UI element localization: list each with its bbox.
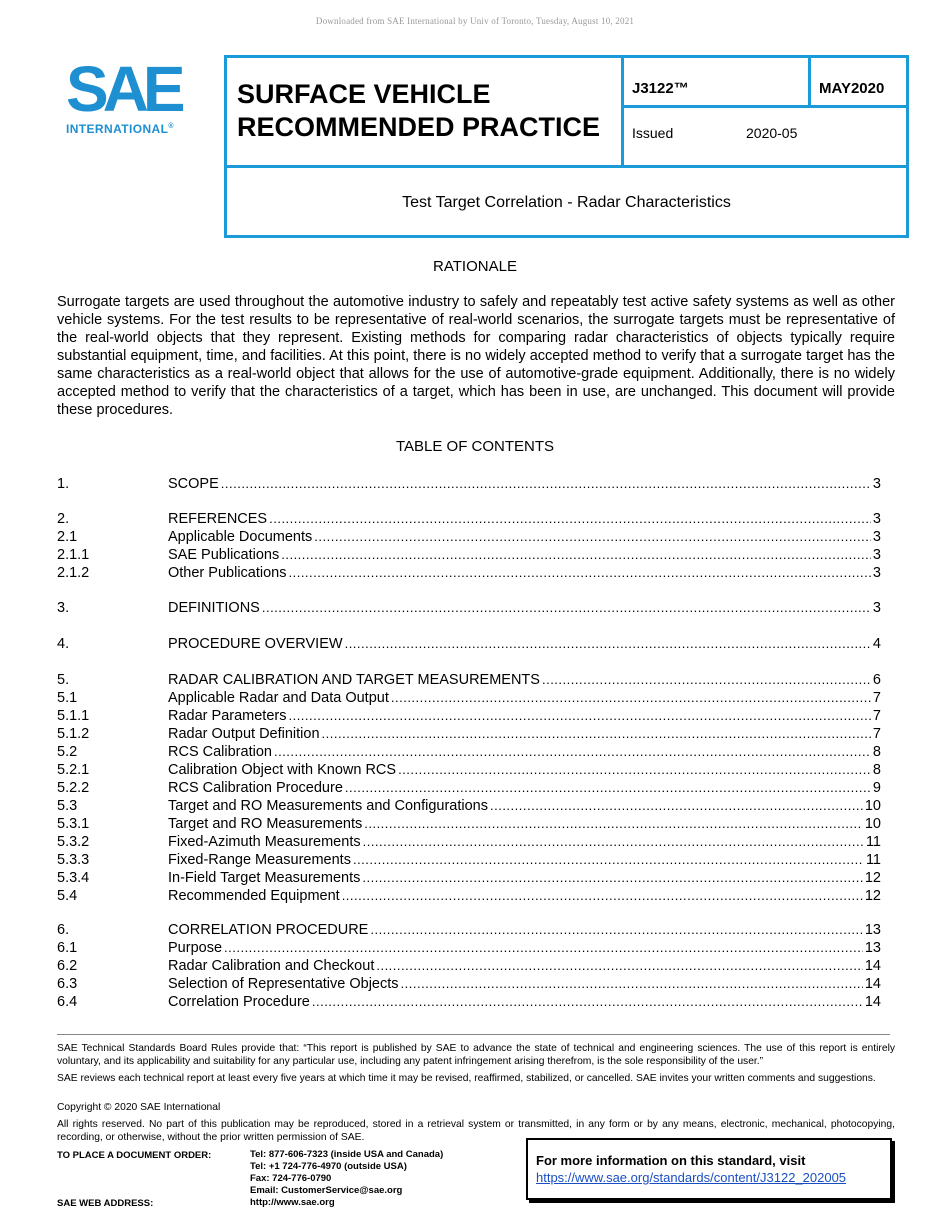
toc-entry-title: SCOPE	[168, 476, 219, 492]
document-date: MAY2020	[819, 80, 885, 97]
sae-logo-subtitle	[66, 122, 191, 136]
toc-entry-number: 6.	[57, 922, 70, 938]
toc-dot-leader	[314, 528, 871, 546]
toc-dot-leader	[288, 564, 870, 582]
toc-entry-page: 3	[872, 565, 881, 581]
toc-dot-leader	[288, 707, 870, 725]
date-cell	[808, 58, 906, 108]
document-number: J3122™	[632, 80, 689, 97]
toc-entry-page: 14	[864, 958, 881, 974]
toc-entry-body	[168, 689, 881, 707]
toc-group	[57, 599, 881, 617]
toc-entry-page: 7	[872, 726, 881, 742]
toc-entry-number: 1.	[57, 476, 70, 492]
toc-entry[interactable]	[57, 528, 881, 546]
web-address-label: SAE WEB ADDRESS:	[57, 1198, 154, 1209]
toc-entry-page: 12	[864, 888, 881, 904]
toc-dot-leader	[345, 779, 871, 797]
logo-sub-text: INTERNATIONAL	[66, 122, 169, 136]
toc-entry-page: 12	[864, 870, 881, 886]
toc-entry-body	[168, 939, 881, 957]
toc-entry-body	[168, 833, 881, 851]
fax-number: Fax: 724-776-0790	[250, 1173, 332, 1184]
toc-heading: TABLE OF CONTENTS	[395, 438, 555, 455]
download-note: Downloaded from SAE International by Univ of Toronto, Tuesday, August 10, 2021	[315, 16, 635, 26]
toc-entry-title: CORRELATION PROCEDURE	[168, 922, 369, 938]
toc-dot-leader	[312, 993, 863, 1011]
toc-dot-leader	[362, 869, 863, 887]
toc-entry-page: 4	[872, 636, 881, 652]
number-cell	[624, 58, 906, 165]
header-top-row	[227, 58, 906, 168]
toc-entry-title: Radar Output Definition	[168, 726, 320, 742]
toc-entry-number: 5.3	[57, 798, 78, 814]
toc-entry[interactable]	[57, 993, 881, 1011]
toc-entry[interactable]	[57, 975, 881, 993]
toc-entry-number: 6.1	[57, 940, 78, 956]
toc-entry-number: 6.3	[57, 976, 78, 992]
toc-entry-number: 5.3.4	[57, 870, 90, 886]
toc-entry-page: 14	[864, 976, 881, 992]
toc-group	[57, 921, 881, 1011]
toc-entry-body	[168, 957, 881, 975]
toc-entry[interactable]	[57, 851, 881, 869]
copyright-text: Copyright © 2020 SAE International	[57, 1102, 221, 1113]
toc-entry-title: Selection of Representative Objects	[168, 976, 399, 992]
toc-dot-leader	[401, 975, 863, 993]
toc-dot-leader	[490, 797, 863, 815]
toc-group	[57, 510, 881, 582]
standard-url-link[interactable]: https://www.sae.org/standards/content/J3122_202005	[536, 1170, 847, 1185]
toc-entry-page: 3	[872, 476, 881, 492]
toc-entry-title: PROCEDURE OVERVIEW	[168, 636, 343, 652]
toc-entry-number: 5.3.3	[57, 852, 90, 868]
issued-value: 2020-05	[746, 125, 798, 141]
toc-entry-title: Target and RO Measurements and Configurations	[168, 798, 488, 814]
toc-entry[interactable]	[57, 761, 881, 779]
number-date-row	[624, 58, 906, 108]
toc-entry-title: Recommended Equipment	[168, 888, 340, 904]
toc-entry-body	[168, 993, 881, 1011]
toc-entry-number: 5.2.1	[57, 762, 90, 778]
toc-dot-leader	[391, 689, 871, 707]
toc-entry-page: 3	[872, 600, 881, 616]
toc-dot-leader	[370, 921, 863, 939]
toc-dot-leader	[269, 510, 871, 528]
toc-entry-body	[168, 707, 881, 725]
toc-entry-page: 11	[865, 834, 881, 850]
toc-entry-title: Radar Calibration and Checkout	[168, 958, 375, 974]
order-contacts	[250, 1149, 443, 1209]
toc-entry[interactable]	[57, 689, 881, 707]
toc-entry-number: 6.2	[57, 958, 78, 974]
toc-entry-title: Other Publications	[168, 565, 287, 581]
toc-entry-number: 5.2	[57, 744, 78, 760]
toc-entry[interactable]	[57, 797, 881, 815]
footer-divider	[57, 1034, 890, 1035]
toc-entry-page: 13	[864, 940, 881, 956]
toc-entry-number: 5.1.2	[57, 726, 90, 742]
registered-mark: ®	[168, 123, 174, 130]
toc-entry-page: 8	[872, 744, 881, 760]
toc-entry-body	[168, 797, 881, 815]
toc-entry-number: 5.2.2	[57, 780, 90, 796]
toc-entry-page: 13	[864, 922, 881, 938]
toc-dot-leader	[345, 635, 871, 653]
web-address[interactable]: http://www.sae.org	[250, 1197, 335, 1208]
toc-entry-body	[168, 815, 881, 833]
toc-entry-body	[168, 761, 881, 779]
toc-entry-page: 6	[872, 672, 881, 688]
review-text: SAE reviews each technical report at least every five years at which time it may be revised, reaffirmed, stabilized, or cancelled. SAE invites your written comments and suggestions.	[57, 1073, 876, 1084]
toc-entry-title: Applicable Radar and Data Output	[168, 690, 389, 706]
toc-entry-title: DEFINITIONS	[168, 600, 260, 616]
toc-entry-number: 6.4	[57, 994, 78, 1010]
toc-entry-body	[168, 921, 881, 939]
toc-entry[interactable]	[57, 957, 881, 975]
toc-entry[interactable]	[57, 815, 881, 833]
toc-entry-page: 3	[872, 529, 881, 545]
toc-entry-title: SAE Publications	[168, 547, 280, 563]
toc-dot-leader	[322, 725, 871, 743]
toc-entry[interactable]	[57, 939, 881, 957]
toc-entry-body	[168, 725, 881, 743]
toc-entry-number: 2.1.1	[57, 547, 90, 563]
toc-dot-leader	[262, 599, 871, 617]
toc-entry-page: 10	[864, 798, 881, 814]
toc-dot-leader	[542, 671, 871, 689]
toc-entry-title: Calibration Object with Known RCS	[168, 762, 397, 778]
board-rules-text: SAE Technical Standards Board Rules provide that: “This report is published by SAE to advance the state of technical and engineering sciences. The use of this report is entirely voluntary, and its applicability and suitability for any particular use, including any patent infringement arising therefrom, is the sole responsibility of the user.”	[57, 1043, 895, 1067]
toc-dot-leader	[281, 546, 871, 564]
toc-entry-body	[168, 546, 881, 564]
toc-entry-page: 14	[864, 994, 881, 1010]
toc-entry-number: 4.	[57, 636, 70, 652]
toc-entry-body	[168, 869, 881, 887]
toc-entry-page: 11	[865, 852, 881, 868]
toc-entry-page: 10	[864, 816, 881, 832]
toc-entry[interactable]	[57, 671, 881, 689]
toc-entry-number: 5.3.2	[57, 834, 90, 850]
toc-dot-leader	[364, 815, 863, 833]
toc-entry-title: REFERENCES	[168, 511, 268, 527]
rationale-heading: RATIONALE	[433, 258, 517, 275]
toc-entry[interactable]	[57, 869, 881, 887]
toc-entry-number: 2.	[57, 511, 70, 527]
toc-dot-leader	[398, 761, 871, 779]
toc-dot-leader	[224, 939, 863, 957]
toc-dot-leader	[274, 743, 871, 761]
order-label: TO PLACE A DOCUMENT ORDER:	[57, 1150, 212, 1161]
toc-entry-title: Applicable Documents	[168, 529, 313, 545]
toc-entry-title: RCS Calibration Procedure	[168, 780, 343, 796]
toc-entry-page: 7	[872, 690, 881, 706]
toc-entry[interactable]	[57, 510, 881, 528]
toc-dot-leader	[221, 475, 871, 493]
toc-entry-title: Correlation Procedure	[168, 994, 310, 1010]
toc-entry-body	[168, 779, 881, 797]
toc-entry-body	[168, 475, 881, 493]
tel-domestic: Tel: 877-606-7323 (inside USA and Canada)	[250, 1149, 444, 1160]
toc-entry[interactable]	[57, 599, 881, 617]
toc-entry[interactable]	[57, 743, 881, 761]
issued-label: Issued	[632, 125, 674, 141]
toc-entry-title: Target and RO Measurements	[168, 816, 363, 832]
toc-entry-body	[168, 851, 881, 869]
sae-logo-mark: SAE	[66, 53, 180, 125]
toc-dot-leader	[342, 887, 863, 905]
toc-entry-number: 3.	[57, 600, 70, 616]
title-cell	[227, 58, 624, 165]
toc-entry-body	[168, 975, 881, 993]
more-info-title: For more information on this standard, visit	[536, 1153, 806, 1168]
toc-group	[57, 635, 881, 653]
toc-entry[interactable]	[57, 564, 881, 582]
toc-entry[interactable]	[57, 707, 881, 725]
toc-entry-number: 2.1.2	[57, 565, 90, 581]
toc-dot-leader	[353, 851, 864, 869]
toc-group	[57, 671, 881, 905]
sae-logo	[66, 53, 191, 138]
title-line-1: SURFACE VEHICLE	[237, 79, 491, 109]
toc-entry-body	[168, 510, 881, 528]
toc-entry-body	[168, 743, 881, 761]
title-line-2: RECOMMENDED PRACTICE	[237, 112, 601, 142]
toc-dot-leader	[363, 833, 864, 851]
email-address[interactable]: Email: CustomerService@sae.org	[250, 1185, 403, 1196]
toc-entry-body	[168, 599, 881, 617]
rights-text: All rights reserved. No part of this publication may be reproduced, stored in a retrieval system or transmitted, in any form or by any means, electronic, mechanical, photocopying, recording, or otherwise, without the prior written permission of SAE.	[57, 1119, 895, 1143]
more-info-box	[526, 1138, 892, 1200]
toc-entry-body	[168, 564, 881, 582]
toc-entry-title: In-Field Target Measurements	[168, 870, 361, 886]
toc-entry-page: 8	[872, 762, 881, 778]
toc-entry[interactable]	[57, 635, 881, 653]
toc-entry-title: Fixed-Range Measurements	[168, 852, 351, 868]
toc-entry-title: Radar Parameters	[168, 708, 287, 724]
toc-entry-number: 5.	[57, 672, 70, 688]
toc-entry-page: 7	[872, 708, 881, 724]
document-subtitle: Test Target Correlation - Radar Characteristics	[402, 194, 731, 211]
tel-international: Tel: +1 724-776-4970 (outside USA)	[250, 1161, 407, 1172]
toc-entry[interactable]	[57, 921, 881, 939]
toc-entry-body	[168, 635, 881, 653]
toc-entry-body	[168, 528, 881, 546]
document-category-title	[237, 78, 600, 144]
toc-entry-title: RCS Calibration	[168, 744, 272, 760]
toc-entry-number: 5.1.1	[57, 708, 90, 724]
toc-entry[interactable]	[57, 887, 881, 905]
toc-entry-title: RADAR CALIBRATION AND TARGET MEASUREMENTS	[168, 672, 540, 688]
toc-entry[interactable]	[57, 546, 881, 564]
toc-entry-title: Fixed-Azimuth Measurements	[168, 834, 361, 850]
toc-entry-page: 3	[872, 511, 881, 527]
toc-entry[interactable]	[57, 833, 881, 851]
toc-entry[interactable]	[57, 779, 881, 797]
toc-entry[interactable]	[57, 475, 881, 493]
toc-entry-page: 3	[872, 547, 881, 563]
toc-dot-leader	[376, 957, 863, 975]
document-header-box	[224, 55, 909, 238]
toc-entry-body	[168, 671, 881, 689]
toc-entry-body	[168, 887, 881, 905]
toc-entry-number: 2.1	[57, 529, 78, 545]
toc-entry-number: 5.4	[57, 888, 78, 904]
toc-entry-number: 5.1	[57, 690, 78, 706]
toc-entry-page: 9	[872, 780, 881, 796]
toc-group	[57, 475, 881, 493]
toc-entry-title: Purpose	[168, 940, 223, 956]
toc-entry-number: 5.3.1	[57, 816, 90, 832]
toc-entry[interactable]	[57, 725, 881, 743]
rationale-paragraph: Surrogate targets are used throughout the automotive industry to safely and repeatably test active safety systems as well as other vehicle systems. For the test results to be representative of real-world scenarios, the surrogate targets must be representative of the real-world objects that they represent. Existing methods for comparing radar characteristics of objects typically require substantial equipment, time, and facilities. At this point, there is no widely accepted method to verify that a surrogate target has the same characteristics as a real-world object that allows for the use of automotive-grade equipment. Additionally, there is no widely accepted method to verify that the characteristics of a target, which has been in use, are unchanged. This document will provide these procedures.	[57, 294, 895, 418]
